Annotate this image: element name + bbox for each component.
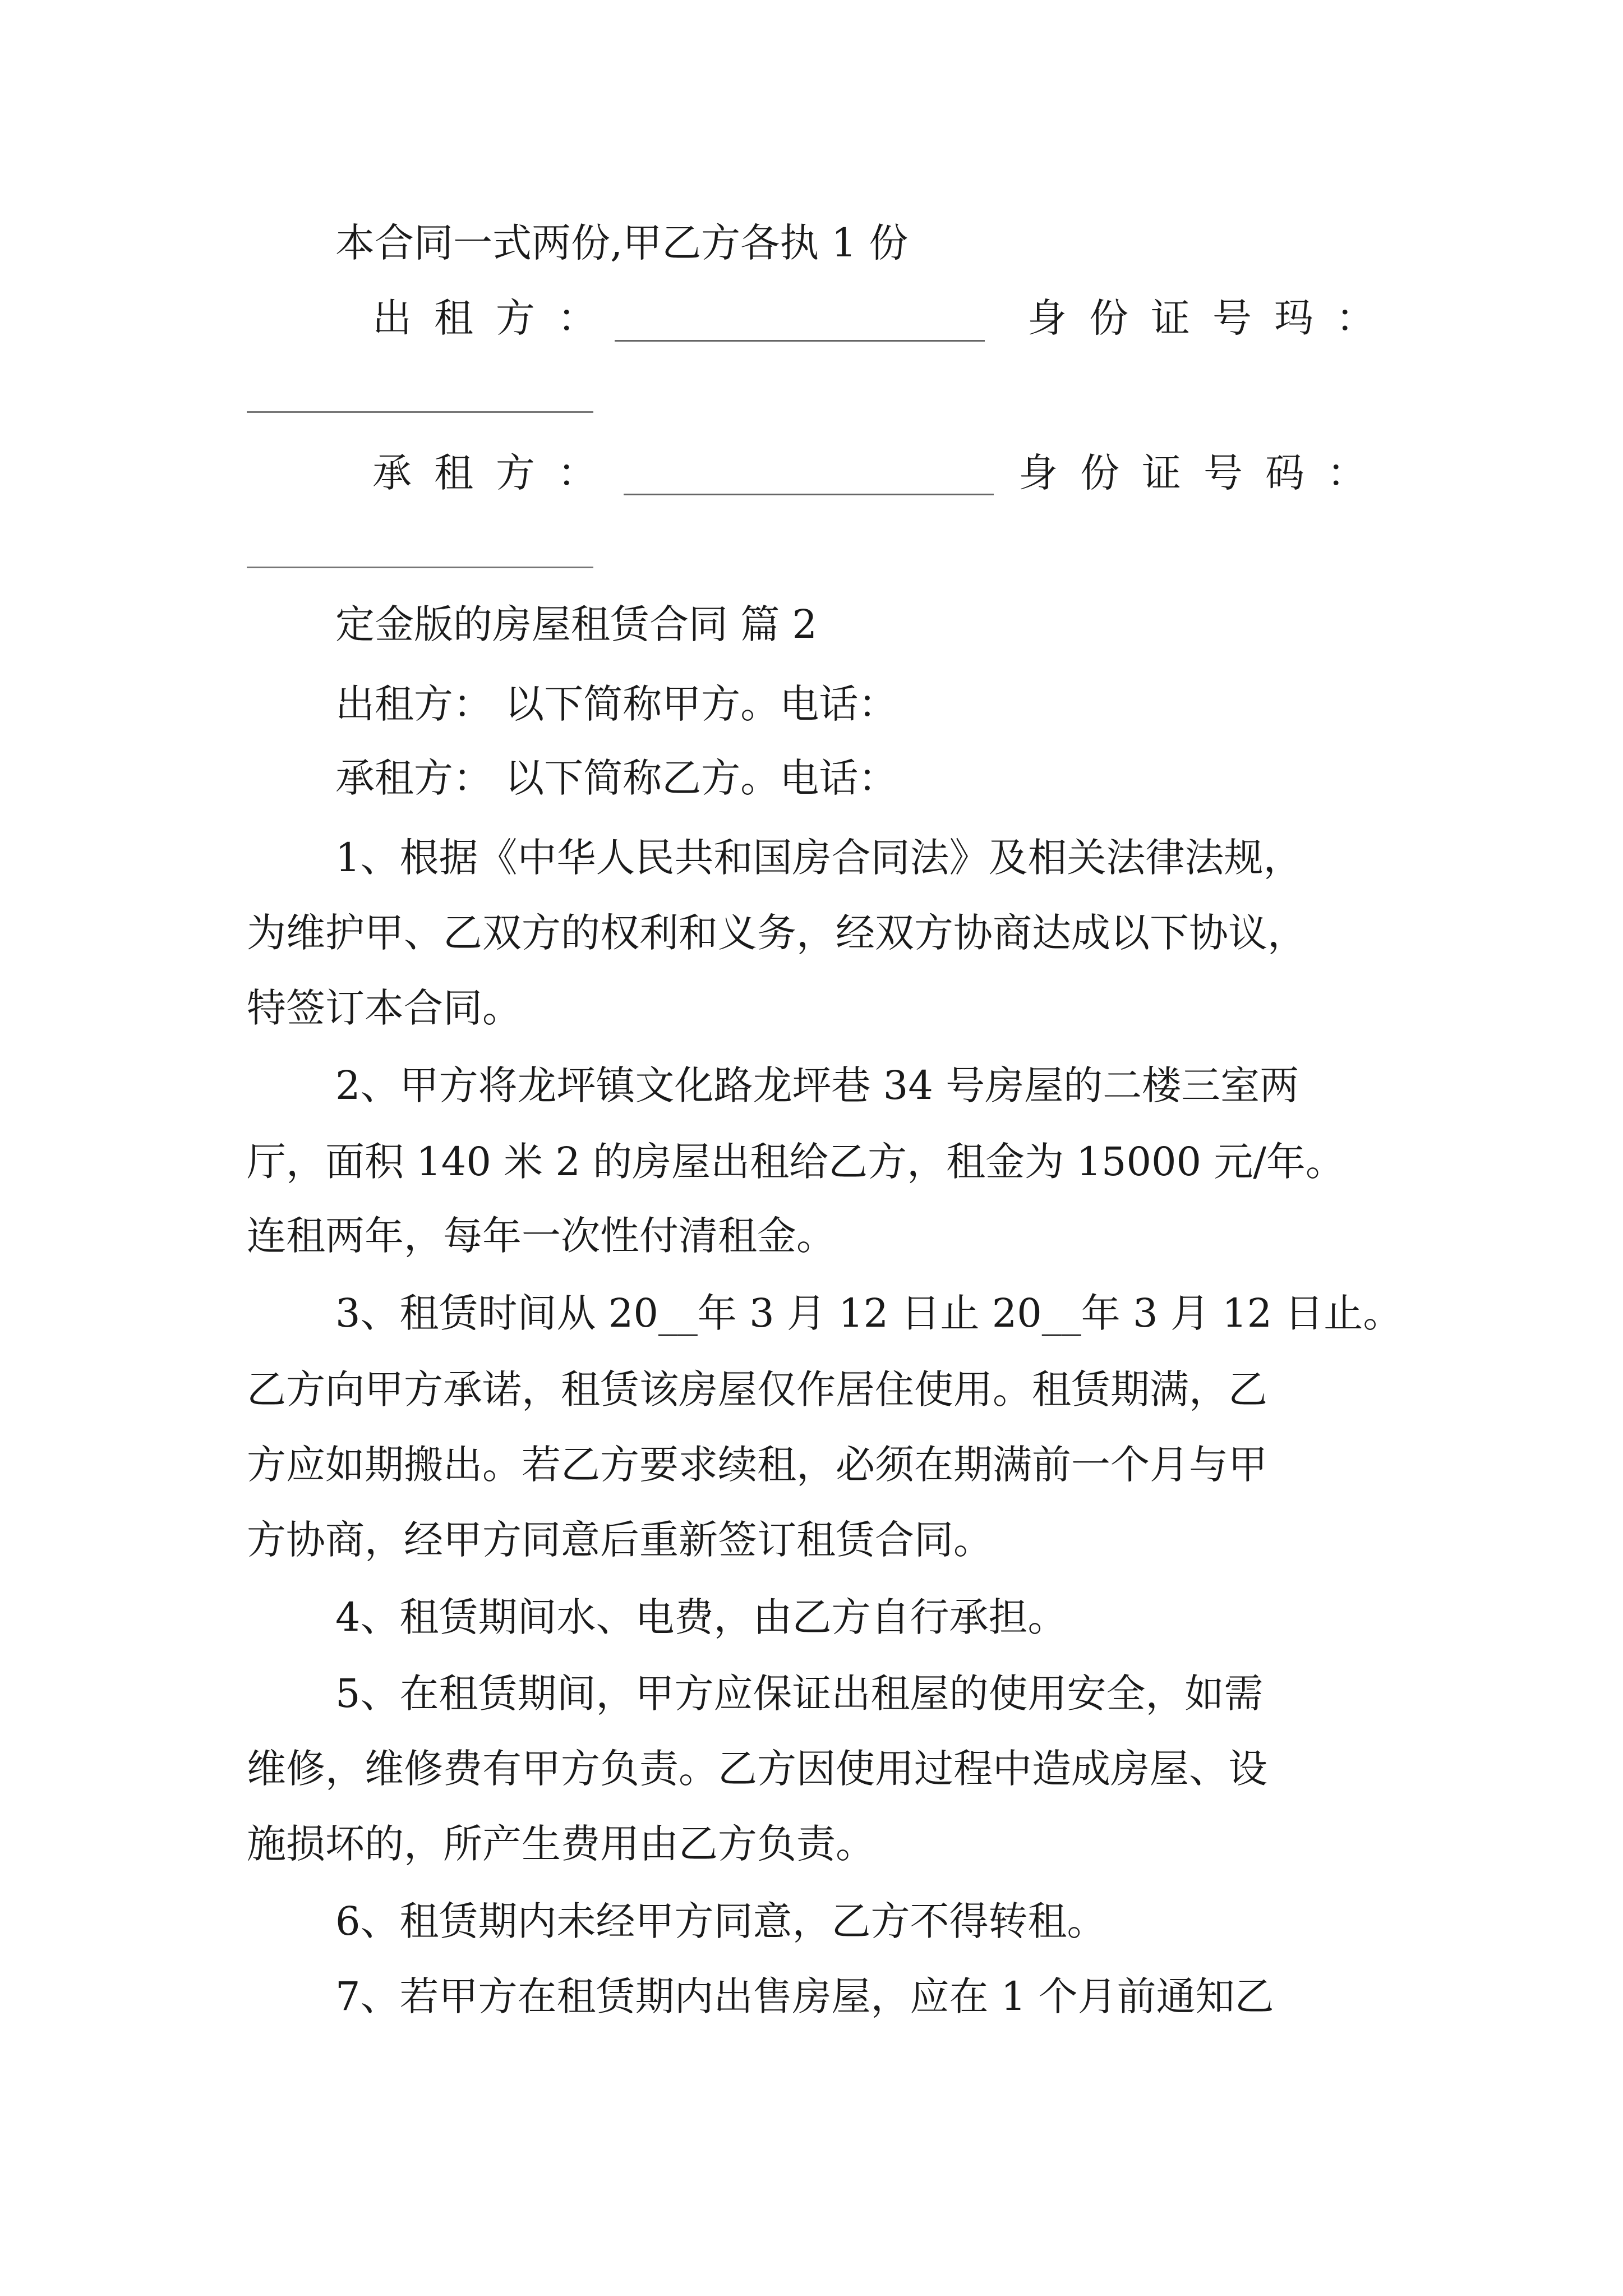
lessor-name-blank[interactable] (615, 340, 985, 342)
clause-3-line-3: 方应如期搬出。若乙方要求续租，必须在期满前一个月与甲 (247, 1442, 1267, 1488)
clause-7-line-1: 7、若甲方在租赁期内出售房屋，应在 1 个月前通知乙 (335, 1973, 1274, 2019)
clause-1-line-3: 特签订本合同。 (247, 985, 522, 1031)
clause-6-line-1: 6、租赁期内未经甲方同意，乙方不得转租。 (335, 1898, 1106, 1944)
clause-2-line-2: 厅，面积 140 米 2 的房屋出租给乙方，租金为 15000 元/年。 (247, 1139, 1345, 1185)
clause-5-line-1: 5、在租赁期间，甲方应保证出租屋的使用安全，如需 (335, 1671, 1264, 1717)
lessee-id-blank[interactable] (247, 567, 593, 568)
clause-2-line-3: 连租两年，每年一次性付清租金。 (247, 1213, 836, 1259)
clause-3-line-4: 方协商，经甲方同意后重新签订租赁合同。 (247, 1517, 993, 1563)
clause-2-line-1: 2、甲方将龙坪镇文化路龙坪巷 34 号房屋的二楼三室两 (335, 1062, 1299, 1108)
clause-4-line-1: 4、租赁期间水、电费，由乙方自行承担。 (335, 1594, 1067, 1640)
clause-1-line-1: 1、根据《中华人民共和国房合同法》及相关法律法规， (335, 835, 1303, 881)
section-title: 定金版的房屋租赁合同 篇 2 (335, 601, 818, 647)
clause-5-line-3: 施损坏的，所产生费用由乙方负责。 (247, 1821, 875, 1867)
copies-statement: 本合同一式两份,甲乙方各执 1 份 (335, 220, 909, 266)
lessee-signature-row (247, 450, 1389, 504)
lessor-signature-row (247, 295, 1398, 349)
lessee-label: 承租方： (372, 450, 619, 496)
clause-1-line-2: 为维护甲、乙双方的权利和义务，经双方协商达成以下协议， (247, 910, 1307, 956)
lessee-name-blank[interactable] (624, 494, 994, 495)
clause-3-line-1: 3、租赁时间从 20__年 3 月 12 日止 20__年 3 月 12 日止。 (335, 1290, 1403, 1336)
lessor-id-blank[interactable] (247, 411, 593, 413)
lessor-party-line: 出租方： 以下简称甲方。电话： (335, 681, 898, 727)
clause-5-line-2: 维修，维修费有甲方负责。乙方因使用过程中造成房屋、设 (247, 1746, 1267, 1792)
lessor-id-label: 身份证号玛： (1027, 295, 1398, 341)
lessor-label: 出租方： (372, 295, 619, 341)
clause-3-line-2: 乙方向甲方承诺，租赁该房屋仅作居住使用。租赁期满，乙 (247, 1366, 1267, 1412)
lessee-party-line: 承租方： 以下简称乙方。电话： (335, 755, 898, 801)
lessee-id-label: 身份证号码： (1018, 450, 1389, 496)
